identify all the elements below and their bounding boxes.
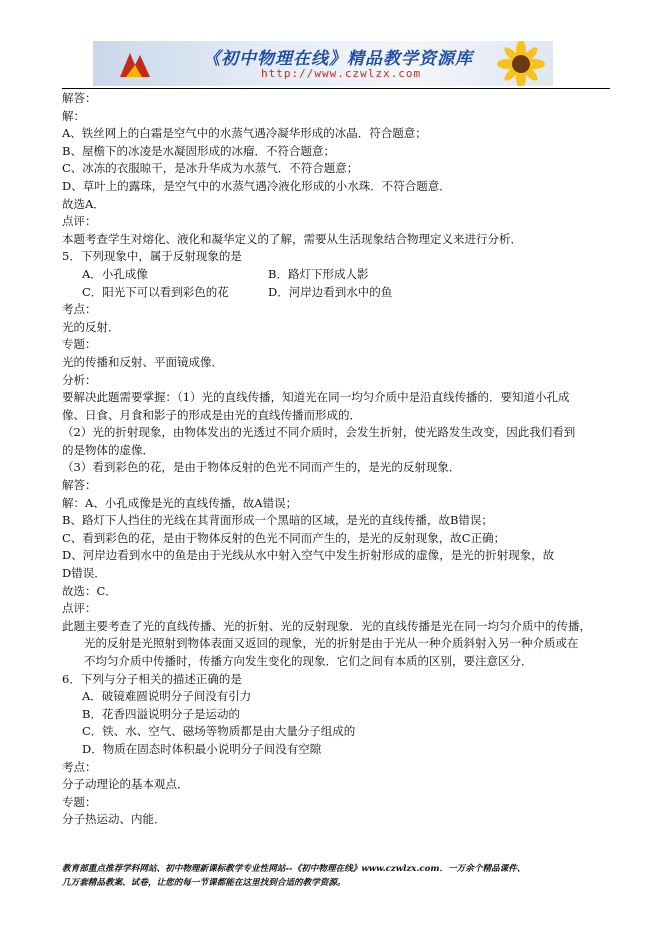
option-d: D．物质在固态时体积最小说明分子间没有空隙 — [82, 741, 322, 756]
option-d: D．河岸边看到水中的鱼 — [268, 284, 393, 299]
text-line: （2）光的折射现象，由物体发出的光透过不同介质时，会发生折射，使光路发生改变，因此我们看到 — [62, 425, 576, 440]
text-line: 故选：C． — [62, 583, 117, 598]
text-line: 要解决此题需要掌握：（1）光的直线传播，知道光在同一均匀介质中是沿直线传播的．要知道小孔成 — [62, 390, 570, 405]
text-line: 光的传播和反射、平面镜成像． — [62, 354, 223, 369]
site-banner — [93, 41, 553, 86]
option-a: A．破镜难圆说明分子间没有引力 — [82, 689, 252, 704]
text-line: 点评： — [62, 214, 97, 229]
option-a: A．小孔成像 — [82, 266, 148, 281]
site-logo — [118, 49, 152, 81]
text-line: C、冰冻的衣服晾干，是冰升华成为水蒸气．不符合题意； — [62, 161, 359, 176]
text-line: 光的反射是光照射到物体表面又返回的现象，光的折射是由于光从一种介质斜射入另一种介质或在 — [84, 636, 579, 651]
question-5-options-row — [62, 266, 610, 284]
question-5-options-row — [62, 284, 610, 302]
text-line: 解：A、小孔成像是光的直线传播，故A错误； — [62, 495, 298, 510]
text-line: D、草叶上的露珠，是空气中的水蒸气遇冷液化形成的小水珠．不符合题意． — [62, 178, 451, 193]
text-line: D、河岸边看到水中的鱼是由于光线从水中射入空气中发生折射形成的虚像，是光的折射现象，故 — [62, 548, 555, 563]
banner-url[interactable]: http://www.czwlzx.com — [261, 67, 422, 80]
text-line: 考点： — [62, 759, 97, 774]
text-line: 考点： — [62, 302, 97, 317]
text-line: 专题： — [62, 794, 97, 809]
text-line: 故选A． — [62, 196, 105, 211]
text-line: B、路灯下人挡住的光线在其背面形成一个黑暗的区域，是光的直线传播，故B错误； — [62, 513, 493, 528]
text-line: 本题考查学生对熔化、液化和凝华定义的了解，需要从生活现象结合物理定义来进行分析． — [62, 231, 522, 246]
option-c: C．铁、水、空气、磁场等物质都是由大量分子组成的 — [82, 724, 356, 739]
footer-line-2: 几万套精品教案、试卷，让您的每一节课都能在这里找到合适的教学资源。 — [62, 878, 346, 888]
text-line: 分子热运动、内能． — [62, 812, 166, 827]
text-line: 像、日食、月食和影子的形成是由光的直线传播而形成的． — [62, 407, 361, 422]
text-line: 分析： — [62, 372, 97, 387]
text-line: 光的反射． — [62, 319, 120, 334]
text-line: 解答： — [62, 91, 97, 105]
text-line: D错误． — [62, 566, 106, 581]
text-line: 的是物体的虚像． — [62, 442, 154, 457]
text-line: （3）看到彩色的花，是由于物体反射的色光不同而产生的，是光的反射现象． — [62, 460, 461, 475]
text-line: 此题主要考查了光的直线传播、光的折射、光的反射现象．光的直线传播是光在同一均匀介质中的传播， — [62, 618, 591, 633]
text-line: 不均匀介质中传播时，传播方向发生变化的现象．它们之间有本质的区别，要注意区分． — [84, 654, 533, 668]
text-line: 解： — [62, 108, 85, 123]
footer-line-1: 教育部重点推荐学科网站、初中物理新课标教学专业性网站--《初中物理在线》www.czwlzx.com．一万余个精品课件、 — [62, 864, 526, 874]
option-b: B．花香四溢说明分子是运动的 — [82, 706, 240, 721]
banner-title: 《初中物理在线》精品教学资源库 — [203, 49, 473, 69]
text-line: 分子动理论的基本观点． — [62, 777, 189, 792]
text-line: B、屋檐下的冰凌是水凝固形成的冰瘤．不符合题意； — [62, 143, 335, 158]
text-line: A、铁丝网上的白霜是空气中的水蒸气遇冷凝华形成的冰晶．符合题意； — [62, 126, 427, 141]
sunflower-icon — [491, 41, 551, 86]
document-body — [62, 90, 610, 829]
page-footer — [62, 862, 622, 890]
header-rule — [62, 88, 610, 89]
option-b: B．路灯下形成人影 — [268, 266, 369, 281]
text-line: C、看到彩色的花，是由于物体反射的色光不同而产生的，是光的反射现象，故C正确； — [62, 530, 506, 545]
option-c: C．阳光下可以看到彩色的花 — [82, 284, 229, 299]
text-line: 专题： — [62, 337, 97, 352]
text-line: 点评： — [62, 601, 97, 616]
question-5-title: 5．下列现象中，属于反射现象的是 — [62, 249, 242, 264]
question-6-title: 6．下列与分子相关的描述正确的是 — [62, 671, 242, 686]
text-line: 解答： — [62, 478, 97, 493]
